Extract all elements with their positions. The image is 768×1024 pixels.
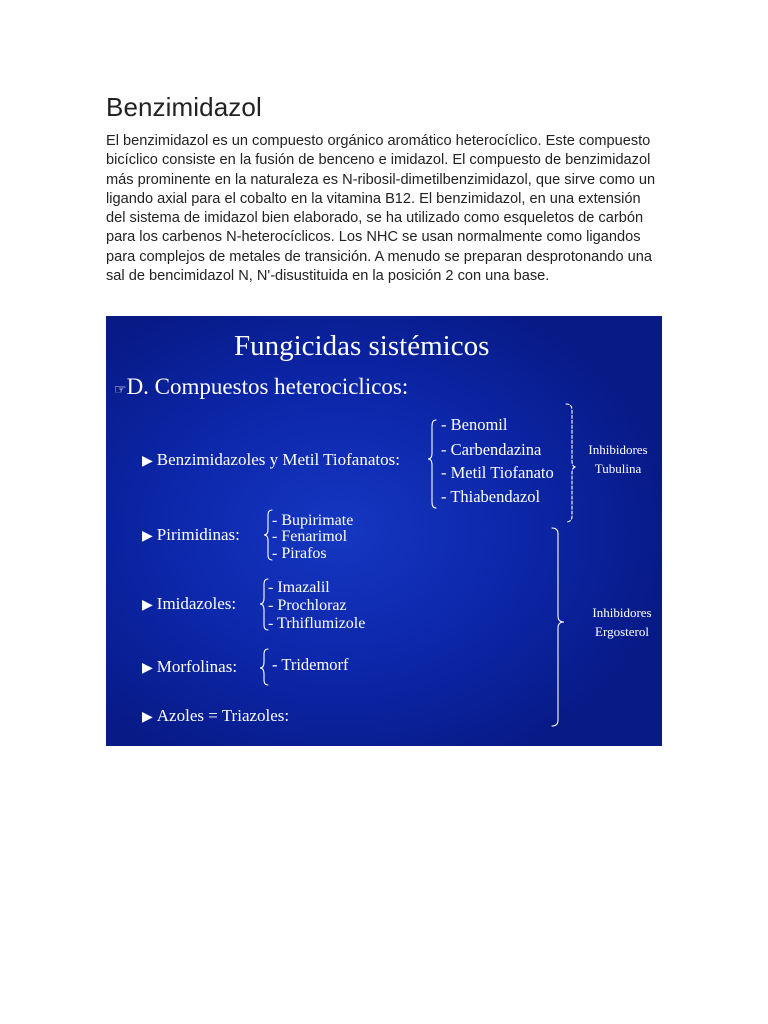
category-morfolinas <box>142 657 237 677</box>
page-title: Benzimidazol <box>106 92 262 122</box>
category-azoles <box>142 706 289 726</box>
brace-benzimidazoles <box>428 420 436 508</box>
group-note-tubulina <box>578 440 658 478</box>
brace-pirimidinas <box>264 510 272 560</box>
compound-thiabendazol: - Thiabendazol <box>441 487 541 506</box>
category-label: Benzimidazoles y Metil Tiofanatos: <box>156 450 400 469</box>
category-label: Imidazoles: <box>156 594 237 613</box>
compound-bupirimate: - Bupirimate <box>272 512 354 529</box>
slide-image <box>106 316 662 746</box>
slide-title: Fungicidas sistémicos <box>234 330 490 362</box>
group-note-line: Ergosterol <box>595 624 649 639</box>
compound-tridemorf: - Tridemorf <box>272 655 349 674</box>
group-note-line: Tubulina <box>594 461 642 476</box>
category-benzimidazoles <box>142 450 400 470</box>
right-triangle-icon: ▶ <box>142 598 153 613</box>
right-triangle-icon: ▶ <box>142 529 153 544</box>
slide-heading: D. Compuestos heterociclicos: <box>126 374 409 399</box>
compound-benomil: - Benomil <box>441 415 508 434</box>
compound-prochloraz: - Prochloraz <box>268 597 347 614</box>
compound-fenarimol: - Fenarimol <box>272 528 348 545</box>
category-label: Morfolinas: <box>156 657 238 676</box>
compound-carbendazina: - Carbendazina <box>441 440 542 459</box>
compound-metil-tiofanato: - Metil Tiofanato <box>441 463 554 482</box>
category-pirimidinas <box>142 525 240 545</box>
pointing-hand-icon: ☞ <box>114 383 127 398</box>
right-triangle-icon: ▶ <box>142 661 153 676</box>
compound-pirafos: - Pirafos <box>272 545 327 562</box>
category-imidazoles <box>142 594 236 614</box>
brace-ergosterol <box>552 528 564 726</box>
brace-imidazoles <box>260 579 268 630</box>
right-triangle-icon: ▶ <box>142 710 153 725</box>
compound-trhiflumizole: - Trhiflumizole <box>268 615 366 632</box>
category-label: Azoles = Triazoles: <box>156 706 290 725</box>
slide-heading-row <box>114 374 408 400</box>
group-note-ergosterol <box>582 603 662 641</box>
group-note-line: Inhibidores <box>592 605 652 620</box>
article-paragraph: El benzimidazol es un compuesto orgánico aromático heterocíclico. Este compuesto bicíclico consiste en la fusión de benceno e imidazol. El compuesto de benzimidazol más prominente en la naturaleza es N-ribosil-dimetilbenzimidazol, que sirve como un ligando axial para el cobalto en la vitamina B12. El benzimidazol, en una extensión del sistema de imidazol bien elaborado, se ha utilizado como esqueletos de carbón para los carbenos N-heterocíclicos. Los NHC se usan normalmente como ligandos para complejos de metales de transición. A menudo se preparan desprotonando una sal de bencimidazol N, N'-disustituida en la posición 2 con una base. <box>106 133 656 285</box>
brace-morfolinas <box>260 649 268 685</box>
compound-imazalil: - Imazalil <box>268 579 330 596</box>
brace-tubulina <box>566 404 576 522</box>
category-label: Pirimidinas: <box>156 525 240 544</box>
right-triangle-icon: ▶ <box>142 454 153 469</box>
group-note-line: Inhibidores <box>588 442 648 457</box>
